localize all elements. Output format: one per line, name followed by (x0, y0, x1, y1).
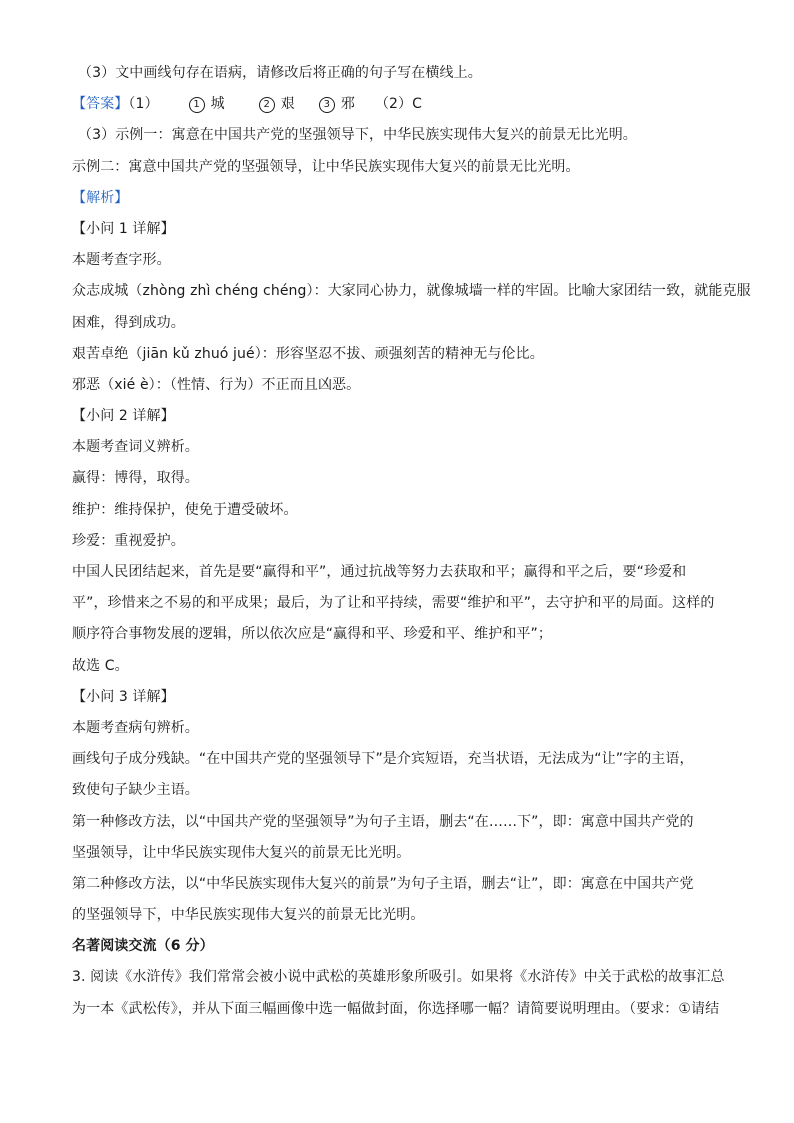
answer-item-1: 1 城 (189, 94, 225, 114)
subquestion-1-intro: 本题考查字形。 (72, 252, 171, 269)
question-3-text: 3. 阅读《水浒传》我们常常会被小说中武松的英雄形象所吸引。如果将《水浒传》中关于武松的故事汇总 (72, 969, 725, 986)
subquestion-2-line: 故选 C。 (72, 657, 129, 674)
answer-line (72, 94, 722, 114)
subquestion-1-line: 困难，得到成功。 (72, 314, 185, 331)
question-3-prompt: （3）文中画线句存在语病，请修改后将正确的句子写在横线上。 (78, 65, 482, 81)
subquestion-3-line: 的坚强领导下，中华民族实现伟大复兴的前景无比光明。 (72, 907, 425, 924)
subquestion-2-line: 维护：维持保护，使免于遭受破坏。 (72, 501, 298, 518)
subquestion-1-heading: 【小问 1 详解】 (72, 220, 175, 237)
circled-number-3: 3 (319, 97, 335, 113)
subquestion-3-line: 致使句子缺少主语。 (72, 782, 199, 799)
answer-example-2: 示例二：寓意中国共产党的坚强领导，让中华民族实现伟大复兴的前景无比光明。 (72, 158, 580, 175)
subquestion-3-heading: 【小问 3 详解】 (72, 688, 175, 705)
subquestion-1-line: 邪恶（xié è）：（性情、行为）不正而且凶恶。 (72, 376, 361, 393)
circled-number-2: 2 (259, 97, 275, 113)
subquestion-2-line: 赢得：博得，取得。 (72, 470, 199, 487)
subquestion-2-intro: 本题考查词义辨析。 (72, 439, 199, 456)
subquestion-2-line: 珍爱：重视爱护。 (72, 532, 185, 549)
subquestion-2-line: 平”，珍惜来之不易的和平成果；最后，为了让和平持续，需要“维护和平”，去守护和平的局面。这样的 (72, 595, 715, 612)
section-title: 名著阅读交流（6 分） (72, 938, 214, 955)
subquestion-2-line: 顺序符合事物发展的逻辑，所以依次应是“赢得和平、珍爱和平、维护和平”； (72, 626, 553, 643)
subquestion-3-line: 第二种修改方法，以“中华民族实现伟大复兴的前景”为句子主语，删去“让”，即：寓意在中国共产党 (72, 875, 694, 892)
answer-part-1: （1） (128, 96, 159, 113)
subquestion-1-line: 艰苦卓绝（jiān kǔ zhuó jué）：形容坚忍不拔、顽强刻苦的精神无与伦比。 (72, 345, 544, 362)
circled-number-1: 1 (189, 97, 205, 113)
subquestion-3-line: 第一种修改方法，以“中国共产党的坚强领导”为句子主语，删去“在……下”，即：寓意中国共产党的 (72, 813, 694, 830)
subquestion-2-line: 中国人民团结起来，首先是要“赢得和平”，通过抗战等努力去获取和平；赢得和平之后，要“珍爱和 (72, 564, 687, 580)
answer-tag: 【答案】 (72, 96, 129, 113)
subquestion-2-heading: 【小问 2 详解】 (72, 408, 175, 425)
subquestion-1-line: 众志成城（zhòng zhì chéng chéng）：大家同心协力，就像城墙一样的牢固。比喻大家团结一致，就能克服 (72, 283, 751, 300)
answer-part-2: （2）C (374, 96, 423, 113)
subquestion-3-intro: 本题考查病句辨析。 (72, 719, 199, 736)
question-3-text: 为一本《武松传》，并从下面三幅画像中选一幅做封面，你选择哪一幅？请简要说明理由。（要求：①请结 (72, 1000, 720, 1017)
analysis-tag: 【解析】 (72, 189, 129, 206)
answer-item-2: 2 艰 (259, 94, 295, 114)
answer-example-1: （3）示例一：寓意在中国共产党的坚强领导下，中华民族实现伟大复兴的前景无比光明。 (78, 127, 637, 144)
subquestion-3-line: 画线句子成分残缺。“在中国共产党的坚强领导下”是介宾短语，充当状语，无法成为“让”字的主语， (72, 751, 694, 768)
document-page (72, 63, 751, 1030)
answer-item-3: 3 邪 (319, 94, 355, 114)
subquestion-3-line: 坚强领导，让中华民族实现伟大复兴的前景无比光明。 (72, 844, 411, 861)
